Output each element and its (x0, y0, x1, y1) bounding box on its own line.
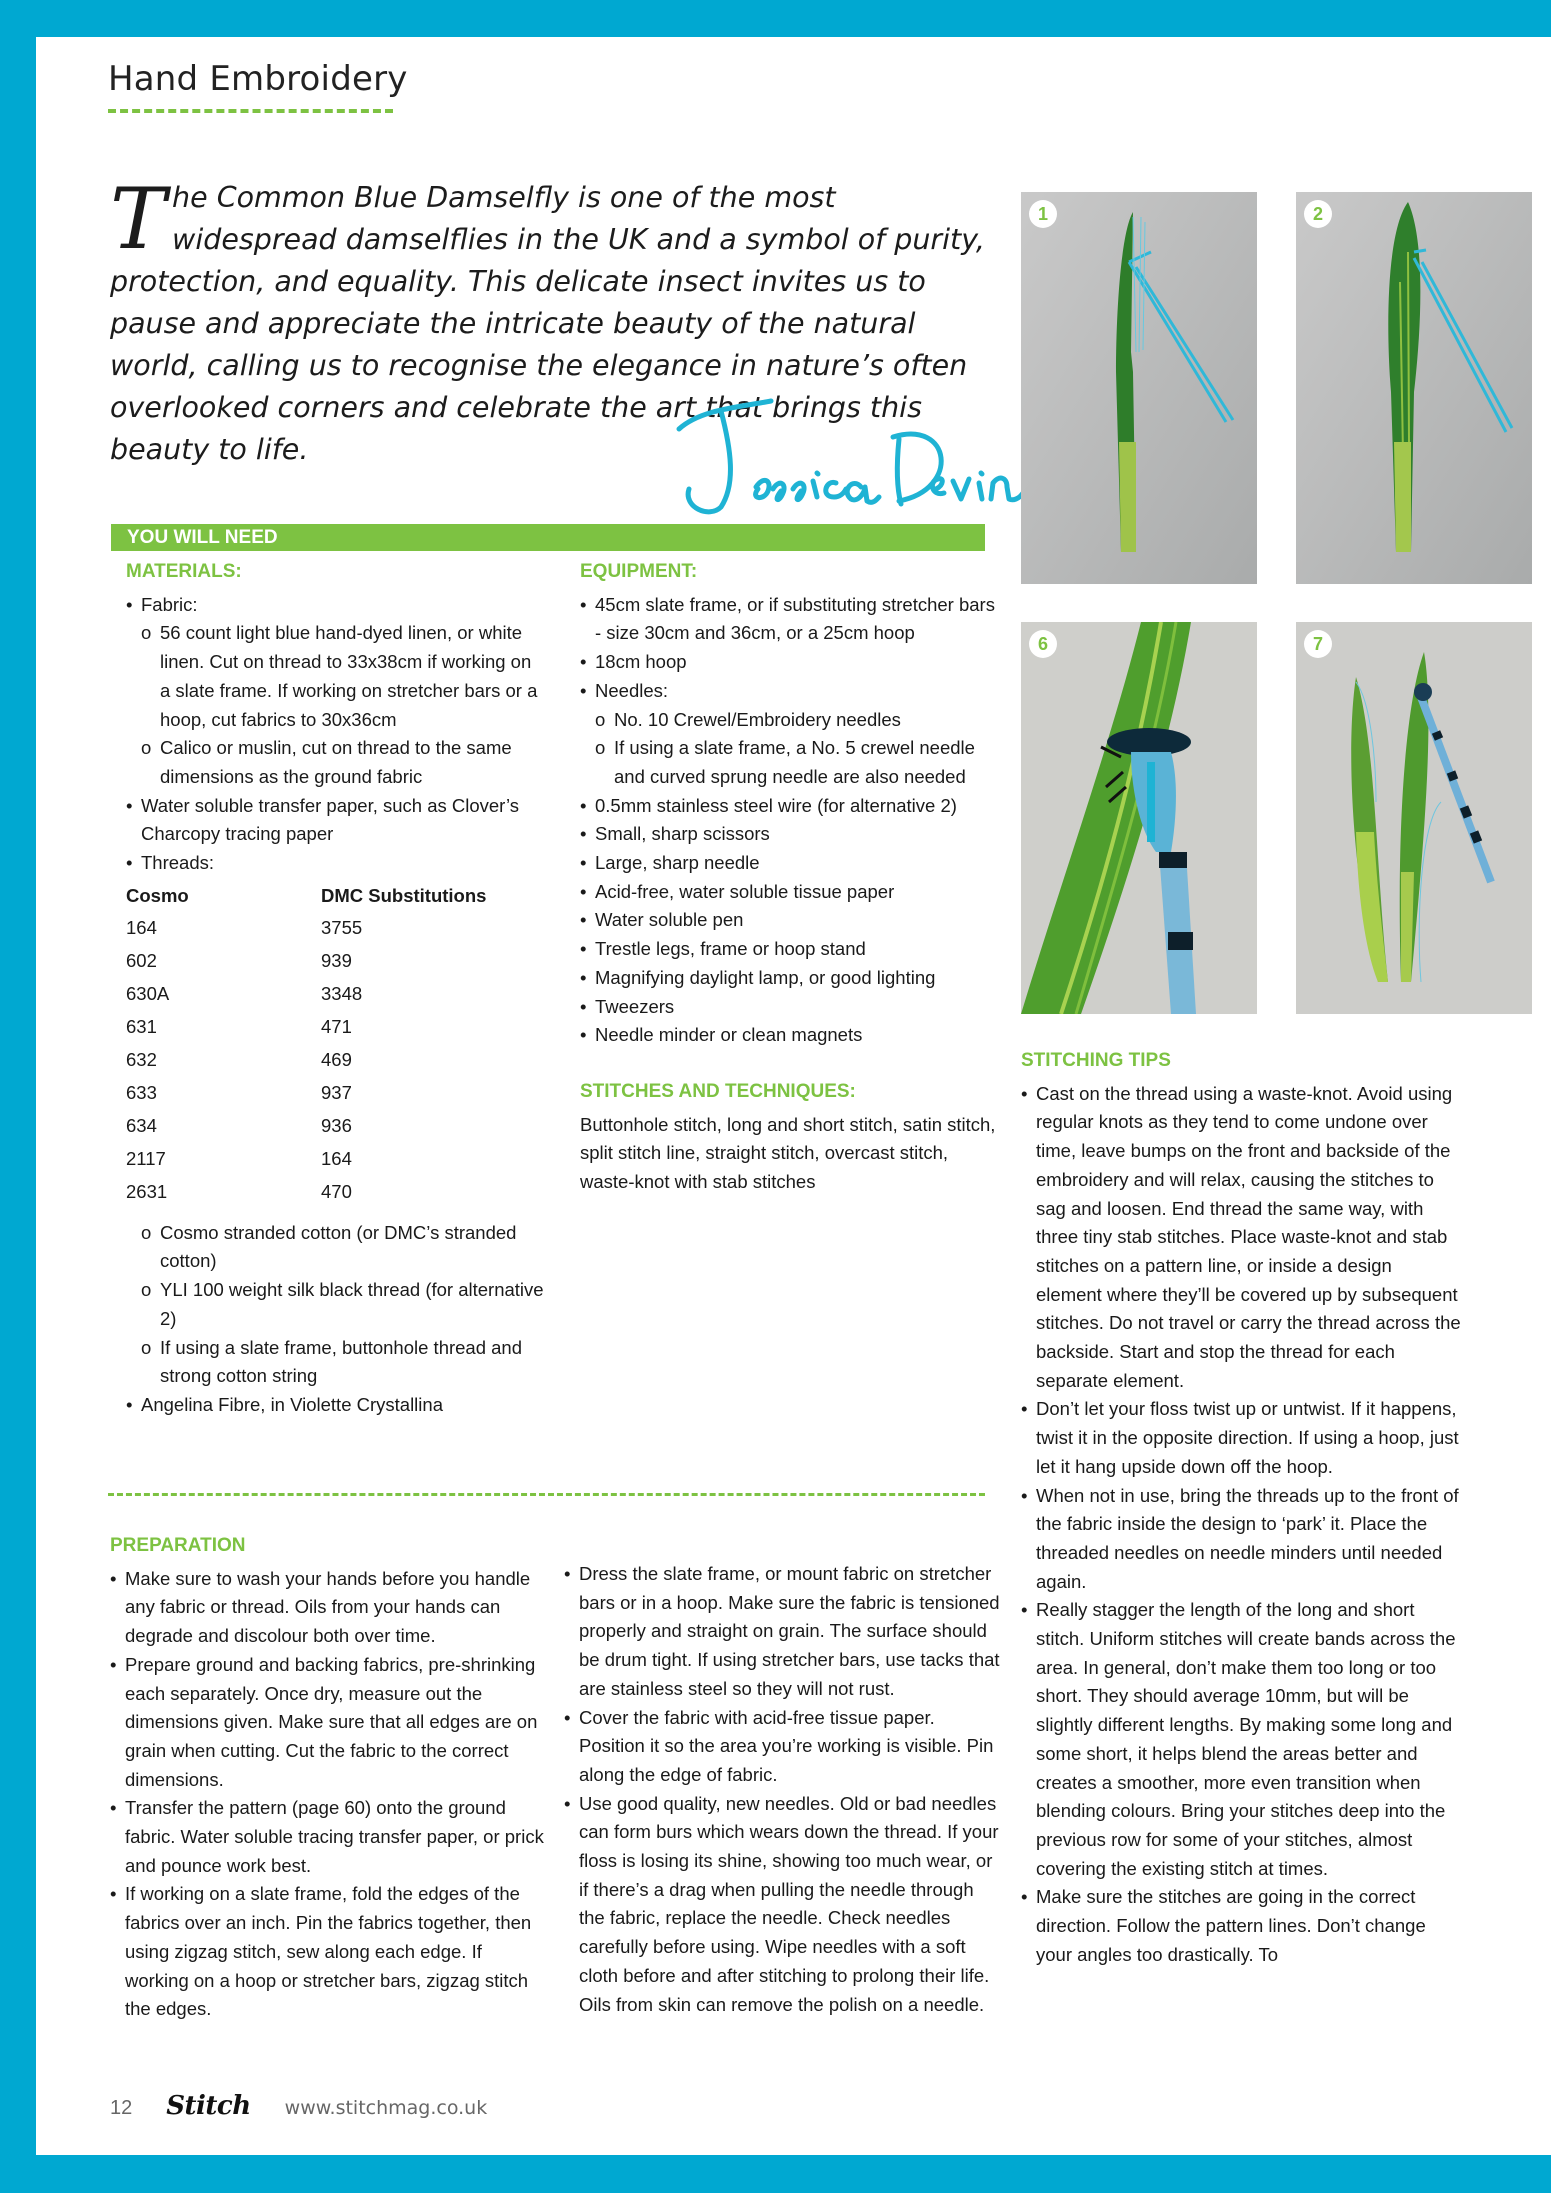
magazine-logo: Stitch (166, 2091, 251, 2121)
preparation-column-2 (564, 1532, 1004, 2019)
preparation-step: • Transfer the pattern (page 60) onto the ground fabric. Water soluble tracing transfer paper, or prick and pounce work best. (110, 1794, 550, 1880)
materials-item-angelina: • Angelina Fibre, in Violette Crystallina (126, 1391, 546, 1420)
thread-notes-list (141, 1219, 546, 1391)
leaf-outline-photo-image (1021, 192, 1257, 584)
dmc-code: 470 (321, 1180, 352, 1202)
step-photo-2 (1296, 192, 1532, 584)
threads-table-row (126, 1143, 516, 1176)
needle-subitem: o No. 10 Crewel/Embroidery needles (595, 706, 1000, 735)
stitching-tip: • Don’t let your floss twist up or untwist. If it happens, twist it in the opposite direction. If using a hoop, just let it hang upside down off the hoop. (1021, 1395, 1461, 1481)
stitching-tips-section (1021, 1047, 1461, 1970)
section-divider (108, 1493, 985, 1496)
website-link[interactable]: www.stitchmag.co.uk (284, 2097, 488, 2119)
stitches-heading: STITCHES AND TECHNIQUES: (580, 1080, 856, 1102)
thread-note: o Cosmo stranded cotton (or DMC’s stranded cotton) (141, 1219, 546, 1276)
needles-sublist (595, 706, 1000, 792)
equipment-item: • Water soluble pen (580, 906, 1000, 935)
materials-list (126, 591, 546, 878)
author-signature (661, 389, 1041, 519)
stitching-tips-list (1021, 1080, 1461, 1970)
preparation-step: • Use good quality, new needles. Old or bad needles can form burs which wears down the thread. If your floss is losing its shine, showing too much wear, or if there’s a drag when pulling the needle through the fabric, replace the needle. Check needles carefully before using. Wipe needles with a soft cloth before and after stitching to prolong their life. Oils from skin can remove the polish on a needle. (564, 1790, 1004, 2020)
fabric-subitem: o Calico or muslin, cut on thread to the same dimensions as the ground fabric (141, 734, 546, 791)
threads-table-row (126, 978, 516, 1011)
equipment-item: • 0.5mm stainless steel wire (for alternative 2) (580, 792, 1000, 821)
stitching-tip: • Really stagger the length of the long and short stitch. Uniform stitches will create bands across the area. In general, don’t make them too long or too short. They should average 10mm, but will be slightly different lengths. By making some long and some short, it helps blend the areas better and creates a smoother, more even transition when blending colours. Bring your stitches deep into the previous row for some of your stitches, almost covering the existing stitch at times. (1021, 1596, 1461, 1883)
threads-table-row (126, 1176, 516, 1209)
stitching-tip: • Make sure the stitches are going in the correct direction. Follow the pattern lines. Don’t change your angles too drastically. To (1021, 1883, 1461, 1969)
materials-item-transfer-paper: • Water soluble transfer paper, such as Clover’s Charcopy tracing paper (126, 792, 546, 849)
threads-table-header (126, 882, 516, 912)
equipment-item: • Needle minder or clean magnets (580, 1021, 1000, 1050)
thread-note: o If using a slate frame, buttonhole thread and strong cotton string (141, 1334, 546, 1391)
cosmo-code: 633 (126, 1081, 157, 1103)
preparation-list-2 (564, 1560, 1004, 2019)
threads-table-row (126, 912, 516, 945)
step-photo-1 (1021, 192, 1257, 584)
equipment-item: • Tweezers (580, 993, 1000, 1022)
cosmo-code: 602 (126, 949, 157, 971)
drop-cap: T (110, 170, 167, 268)
stitching-tip: • Cast on the thread using a waste-knot. Avoid using regular knots as they tend to come undone over time, leave bumps on the front and backside of the embroidery and will relax, causing the stitches to sag and loosen. End thread the same way, with three tiny stab stitches. Place waste-knot and stab stitches on a pattern line, or inside a design element where they’ll be covered up by subsequent stitches. Do not travel or carry the thread across the backside. Start and stop the thread for each separate element. (1021, 1080, 1461, 1396)
page-footer (110, 2091, 487, 2121)
dmc-code: 471 (321, 1015, 352, 1037)
threads-table-row (126, 1077, 516, 1110)
needles-label: Needles: (595, 679, 669, 701)
step-number-badge: 6 (1029, 630, 1057, 658)
stitches-text: Buttonhole stitch, long and short stitch, satin stitch, split stitch line, straight stitch, overcast stitch, waste-knot with stab stitches (580, 1113, 996, 1193)
cosmo-code: 634 (126, 1114, 157, 1136)
equipment-item: • Small, sharp scissors (580, 820, 1000, 849)
cosmo-code: 630A (126, 982, 170, 1004)
fabric-subitem: o 56 count light blue hand-dyed linen, or white linen. Cut on thread to 33x38cm if working on a slate frame. If working on stretcher bars or a hoop, cut fabrics to 30x36cm (141, 619, 546, 734)
cosmo-code: 164 (126, 916, 157, 938)
equipment-list (580, 591, 1000, 1050)
section-title-underline (108, 109, 393, 113)
dmc-code: 164 (321, 1147, 352, 1169)
cosmo-code: 2117 (126, 1147, 166, 1169)
damselfly-closeup-photo-image (1021, 622, 1257, 1014)
dmc-code: 469 (321, 1048, 352, 1070)
preparation-heading: PREPARATION (110, 1535, 246, 1556)
materials-list-end (126, 1391, 546, 1420)
cosmo-code: 632 (126, 1048, 157, 1070)
you-will-need-banner: YOU WILL NEED (111, 524, 985, 551)
equipment-item-needles (580, 677, 1000, 792)
cosmo-code: 2631 (126, 1180, 168, 1202)
materials-section (126, 558, 546, 1420)
threads-col-dmc: DMC Substitutions (321, 885, 487, 907)
step-number-badge: 7 (1304, 630, 1332, 658)
materials-item-threads: • Threads: (126, 849, 546, 878)
preparation-step: • Prepare ground and backing fabrics, pre-shrinking each separately. Once dry, measure out the dimensions given. Make sure that all edges are on grain when cutting. Cut the fabric to the correct dimensions. (110, 1651, 550, 1795)
dmc-code: 936 (321, 1114, 352, 1136)
materials-heading: MATERIALS: (126, 561, 242, 582)
thread-note: o YLI 100 weight silk black thread (for alternative 2) (141, 1276, 546, 1333)
threads-table-row (126, 1110, 516, 1143)
intro-text: he Common Blue Damselfly is one of the most widespread damselflies in the UK and a symbol of purity, protection, and equality. This delicate insect invites us to pause and appreciate the intricate beauty of the natural world, calling us to recognise the elegance in nature’s often overlooked corners and celebrate the art that brings this beauty to life. (110, 181, 985, 466)
fabric-sublist (141, 619, 546, 791)
preparation-list-1 (110, 1565, 550, 2024)
threads-col-cosmo: Cosmo (126, 885, 189, 907)
step-number-badge: 2 (1304, 200, 1332, 228)
threads-table-body (126, 912, 516, 1209)
equipment-heading: EQUIPMENT: (580, 561, 698, 582)
threads-table-row (126, 945, 516, 978)
stitching-tip: • When not in use, bring the threads up to the front of the fabric inside the design to ‘park’ it. Place the threaded needles on needle minders until needed again. (1021, 1482, 1461, 1597)
cosmo-code: 631 (126, 1015, 157, 1037)
preparation-column-1 (110, 1532, 550, 2024)
equipment-item: • Acid-free, water soluble tissue paper (580, 878, 1000, 907)
section-title: Hand Embroidery (108, 59, 408, 99)
equipment-item: • 18cm hoop (580, 648, 1000, 677)
threads-table-row (126, 1011, 516, 1044)
preparation-step: • Dress the slate frame, or mount fabric on stretcher bars or in a hoop. Make sure the fabric is tensioned properly and straight on grain. The surface should be drum tight. If using stretcher bars, use tacks that are stainless steel so they will not rust. (564, 1560, 1004, 1704)
page-number: 12 (110, 2097, 133, 2119)
step-photo-6 (1021, 622, 1257, 1014)
threads-table-row (126, 1044, 516, 1077)
threads-table (126, 882, 516, 1209)
materials-item-fabric (126, 591, 546, 792)
equipment-item: • Large, sharp needle (580, 849, 1000, 878)
preparation-step: • Make sure to wash your hands before you handle any fabric or thread. Oils from your hands can degrade and discolour both over time. (110, 1565, 550, 1651)
step-photo-7 (1296, 622, 1532, 1014)
magazine-page (36, 37, 1551, 2155)
preparation-step: • If working on a slate frame, fold the edges of the fabrics over an inch. Pin the fabrics together, then using zigzag stitch, sew along each edge. If working on a hoop or stretcher bars, zigzag stitch the edges. (110, 1880, 550, 2024)
leaf-stitched-photo-image (1296, 192, 1532, 584)
equipment-section (580, 558, 1000, 1197)
step-number-badge: 1 (1029, 200, 1057, 228)
equipment-item: • 45cm slate frame, or if substituting stretcher bars - size 30cm and 36cm, or a 25cm hoop (580, 591, 1000, 648)
stitching-tips-heading: STITCHING TIPS (1021, 1050, 1171, 1071)
dmc-code: 937 (321, 1081, 352, 1103)
dmc-code: 3755 (321, 916, 363, 938)
dmc-code: 939 (321, 949, 352, 971)
preparation-step: • Cover the fabric with acid-free tissue paper. Position it so the area you’re working is visible. Pin along the edge of fabric. (564, 1704, 1004, 1790)
dmc-code: 3348 (321, 982, 363, 1004)
fabric-label: Fabric: (141, 593, 198, 615)
completed-damselfly-photo-image (1296, 622, 1532, 1014)
equipment-item: • Trestle legs, frame or hoop stand (580, 935, 1000, 964)
needle-subitem: o If using a slate frame, a No. 5 crewel needle and curved sprung needle are also needed (595, 734, 1000, 791)
equipment-item: • Magnifying daylight lamp, or good lighting (580, 964, 1000, 993)
signature-graphic (661, 389, 1041, 519)
